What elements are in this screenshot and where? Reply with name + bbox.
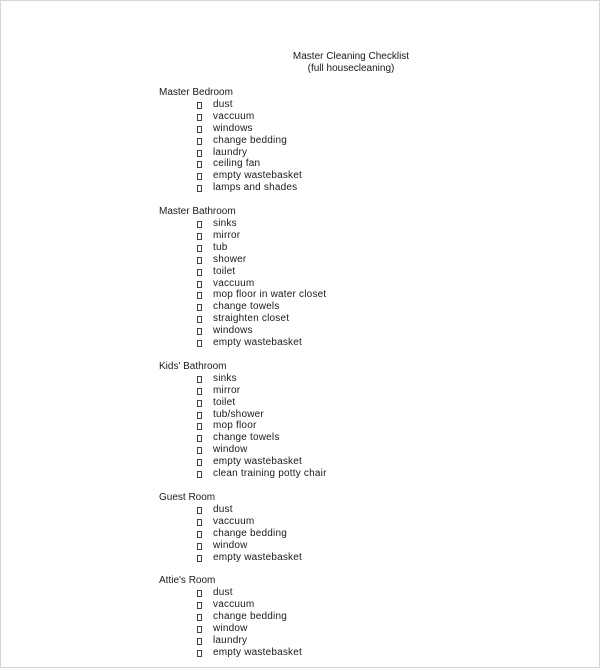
checklist-item — [159, 456, 579, 468]
checklist-item — [159, 301, 579, 313]
item-label: tub — [213, 241, 228, 253]
item-label: vaccuum — [213, 277, 255, 289]
checklist-section — [159, 361, 579, 480]
checkbox-icon[interactable] — [197, 459, 202, 466]
checklist-item — [159, 111, 579, 123]
checkbox-icon[interactable] — [197, 173, 202, 180]
item-label: sinks — [213, 372, 237, 384]
checklist-section — [159, 492, 579, 563]
item-label: dust — [213, 99, 233, 110]
item-label: vaccuum — [213, 515, 255, 527]
item-label: change bedding — [213, 611, 287, 623]
checklist-item — [159, 230, 579, 242]
checkbox-icon[interactable] — [197, 412, 202, 419]
checklist-item — [159, 182, 579, 194]
checkbox-icon[interactable] — [197, 161, 202, 168]
checklist-item — [159, 409, 579, 421]
item-label: empty wastebasket — [213, 646, 302, 658]
checklist-item — [159, 635, 579, 647]
item-label: straighten closet — [213, 313, 290, 325]
checklist-item — [159, 623, 579, 635]
item-label: lamps and shades — [213, 182, 298, 194]
section-heading: Attie's Room — [159, 575, 216, 587]
checkbox-icon[interactable] — [197, 519, 202, 526]
item-label: laundry — [213, 634, 248, 646]
document-title: Master Cleaning Checklist — [292, 51, 410, 62]
item-label: empty wastebasket — [213, 170, 302, 182]
checkbox-icon[interactable] — [197, 543, 202, 550]
checklist-item — [159, 135, 579, 147]
item-label: tub/shower — [213, 408, 264, 420]
item-label: empty wastebasket — [213, 551, 302, 563]
checklist-items — [159, 99, 579, 194]
checklist-section — [159, 87, 579, 194]
document-subtitle: (full housecleaning) — [307, 63, 395, 74]
checklist-item — [159, 254, 579, 266]
checklist-item — [159, 158, 579, 170]
item-label: mop floor — [213, 420, 257, 432]
checklist-item — [159, 444, 579, 456]
checklist-item — [159, 289, 579, 301]
checklist-items — [159, 373, 579, 480]
checklist-item — [159, 432, 579, 444]
item-label: shower — [213, 253, 247, 265]
checklist-item — [159, 147, 579, 159]
checklist-item — [159, 325, 579, 337]
item-label: window — [213, 623, 248, 635]
checkbox-icon[interactable] — [197, 507, 202, 514]
checklist-item — [159, 528, 579, 540]
checklist-item — [159, 337, 579, 349]
checkbox-icon[interactable] — [197, 304, 202, 311]
checkbox-icon[interactable] — [197, 126, 202, 133]
checkbox-icon[interactable] — [197, 328, 202, 335]
checklist-item — [159, 552, 579, 564]
item-label: change towels — [213, 301, 280, 313]
checkbox-icon[interactable] — [197, 292, 202, 299]
checklist-item — [159, 313, 579, 325]
item-label: toilet — [213, 265, 236, 277]
checklist-item — [159, 504, 579, 516]
item-label: window — [213, 444, 248, 456]
checkbox-icon[interactable] — [197, 590, 202, 597]
checklist-item — [159, 242, 579, 254]
checklist-item — [159, 170, 579, 182]
checklist-item — [159, 99, 579, 111]
item-label: vaccuum — [213, 110, 255, 122]
item-label: sinks — [213, 218, 237, 230]
checkbox-icon[interactable] — [197, 138, 202, 145]
checklist-item — [159, 516, 579, 528]
checklist-section — [159, 575, 579, 658]
item-label: windows — [213, 325, 253, 337]
item-label: vaccuum — [213, 599, 255, 611]
checkbox-icon[interactable] — [197, 376, 202, 383]
checklist-item — [159, 540, 579, 552]
item-label: windows — [213, 122, 253, 134]
item-label: mirror — [213, 384, 241, 396]
checklist-item — [159, 599, 579, 611]
checklist-item — [159, 420, 579, 432]
section-heading: Kids' Bathroom — [159, 360, 227, 372]
checkbox-icon[interactable] — [197, 150, 202, 157]
checkbox-icon[interactable] — [197, 102, 202, 109]
checkbox-icon[interactable] — [197, 269, 202, 276]
checklist-item — [159, 373, 579, 385]
checkbox-icon[interactable] — [197, 531, 202, 538]
checkbox-icon[interactable] — [197, 435, 202, 442]
item-label: window — [213, 539, 248, 551]
checkbox-icon[interactable] — [197, 257, 202, 264]
item-label: mirror — [213, 230, 241, 242]
item-label: dust — [213, 587, 233, 599]
checklist-item — [159, 397, 579, 409]
checkbox-icon[interactable] — [197, 400, 202, 407]
item-label: laundry — [213, 146, 248, 158]
title-block — [201, 51, 501, 75]
checklist-items — [159, 504, 579, 563]
item-label: clean training potty chair — [213, 468, 327, 480]
checklist-item — [159, 385, 579, 397]
checkbox-icon[interactable] — [197, 650, 202, 657]
item-label: empty wastebasket — [213, 456, 302, 468]
checkbox-icon[interactable] — [197, 233, 202, 240]
item-label: change bedding — [213, 134, 287, 146]
section-heading: Master Bathroom — [159, 206, 236, 218]
checkbox-icon[interactable] — [197, 447, 202, 454]
checkbox-icon[interactable] — [197, 388, 202, 395]
checkbox-icon[interactable] — [197, 245, 202, 252]
item-label: change bedding — [213, 527, 287, 539]
item-label: empty wastebasket — [213, 337, 302, 349]
checklist-item — [159, 123, 579, 135]
item-label: ceiling fan — [213, 158, 261, 170]
checkbox-icon[interactable] — [197, 221, 202, 228]
checklist-item — [159, 266, 579, 278]
checklist-items — [159, 587, 579, 658]
section-heading: Master Bedroom — [159, 87, 233, 98]
checkbox-icon[interactable] — [197, 555, 202, 562]
item-label: change towels — [213, 432, 280, 444]
checklist-items — [159, 218, 579, 349]
checkbox-icon[interactable] — [197, 114, 202, 121]
checkbox-icon[interactable] — [197, 316, 202, 323]
section-heading: Guest Room — [159, 491, 216, 503]
item-label: toilet — [213, 396, 236, 408]
item-label: mop floor in water closet — [213, 289, 327, 301]
checklist-item — [159, 611, 579, 623]
checkbox-icon[interactable] — [197, 471, 202, 478]
checkbox-icon[interactable] — [197, 423, 202, 430]
item-label: dust — [213, 503, 233, 515]
checkbox-icon[interactable] — [197, 281, 202, 288]
checklist-item — [159, 587, 579, 599]
checklist-item — [159, 647, 579, 659]
checkbox-icon[interactable] — [197, 185, 202, 192]
checklist-item — [159, 468, 579, 480]
checklist-section — [159, 206, 579, 349]
checklist-item — [159, 218, 579, 230]
checkbox-icon[interactable] — [197, 602, 202, 609]
checklist-item — [159, 278, 579, 290]
checkbox-icon[interactable] — [197, 626, 202, 633]
checkbox-icon[interactable] — [197, 638, 202, 645]
checkbox-icon[interactable] — [197, 340, 202, 347]
checkbox-icon[interactable] — [197, 614, 202, 621]
checklist-sections — [159, 87, 579, 671]
